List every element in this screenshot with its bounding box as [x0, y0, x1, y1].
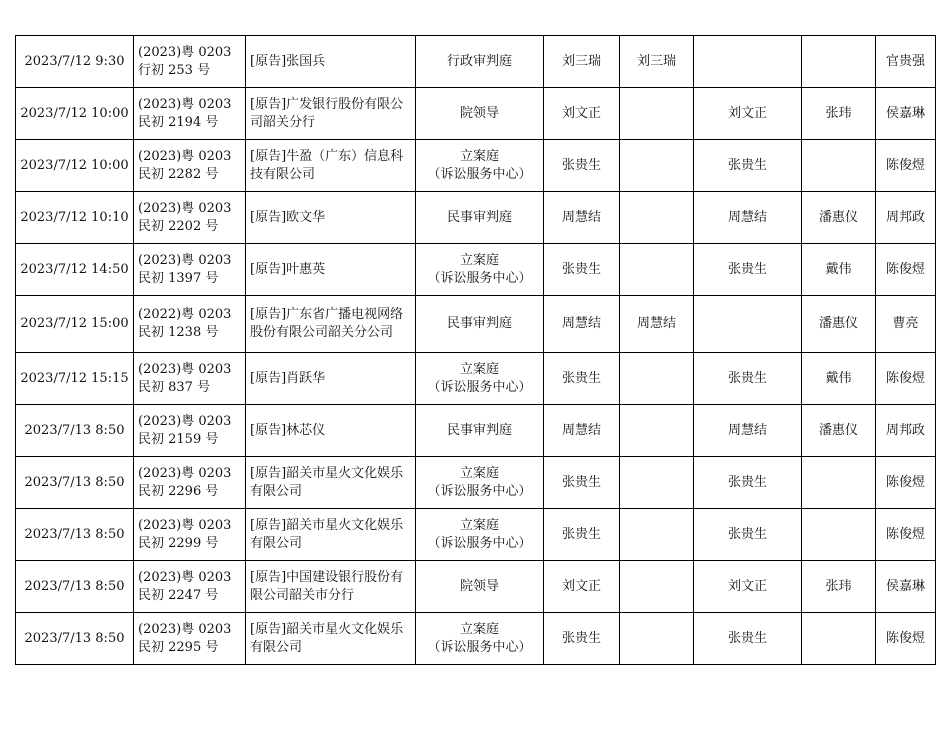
person-cell-8 — [802, 457, 876, 509]
person-cell-6: 周慧结 — [620, 296, 694, 353]
case-number-cell — [134, 88, 246, 140]
person-cell-5: 周慧结 — [544, 296, 620, 353]
department-line: 立案庭 — [459, 517, 499, 533]
case-number-line: (2023)粤 0203 — [138, 148, 232, 164]
case-number-line: (2023)粤 0203 — [138, 621, 232, 637]
case-number-line: 民初 2282 号 — [138, 166, 219, 182]
case-number-line: 民初 2295 号 — [138, 639, 219, 655]
person-cell-7 — [694, 36, 802, 88]
case-number-line: 民初 2247 号 — [138, 587, 219, 603]
department-cell — [416, 457, 544, 509]
department-line: （诉讼服务中心） — [427, 639, 532, 655]
department-line: 立案庭 — [459, 465, 499, 481]
department-line: 民事审判庭 — [446, 209, 512, 225]
table-row — [16, 140, 936, 192]
table-row — [16, 561, 936, 613]
party-cell: [原告]叶惠英 — [246, 244, 416, 296]
table-row — [16, 353, 936, 405]
person-cell-8: 潘惠仪 — [802, 405, 876, 457]
person-cell-8: 潘惠仪 — [802, 296, 876, 353]
hearing-time-cell: 2023/7/12 15:15 — [16, 353, 134, 405]
hearing-time-cell: 2023/7/12 10:00 — [16, 88, 134, 140]
case-number-line: 民初 837 号 — [138, 379, 211, 395]
case-number-line: 民初 2159 号 — [138, 431, 219, 447]
case-number-line: (2023)粤 0203 — [138, 517, 232, 533]
case-number-line: 民初 2202 号 — [138, 218, 219, 234]
department-cell — [416, 405, 544, 457]
person-cell-6 — [620, 457, 694, 509]
person-cell-7: 张贵生 — [694, 457, 802, 509]
case-number-line: (2023)粤 0203 — [138, 465, 232, 481]
hearing-time-cell: 2023/7/13 8:50 — [16, 561, 134, 613]
case-number-line: (2023)粤 0203 — [138, 252, 232, 268]
person-cell-8: 戴伟 — [802, 244, 876, 296]
party-cell: [原告]中国建设银行股份有限公司韶关市分行 — [246, 561, 416, 613]
hearing-time-cell: 2023/7/13 8:50 — [16, 509, 134, 561]
case-number-line: (2023)粤 0203 — [138, 96, 232, 112]
department-line: 民事审判庭 — [446, 422, 512, 438]
table-row — [16, 88, 936, 140]
case-number-line: (2023)粤 0203 — [138, 569, 232, 585]
department-line: 立案庭 — [459, 621, 499, 637]
person-cell-9: 官贵强 — [876, 36, 936, 88]
department-cell — [416, 561, 544, 613]
person-cell-7: 张贵生 — [694, 509, 802, 561]
department-cell — [416, 509, 544, 561]
case-number-line: 民初 2296 号 — [138, 483, 219, 499]
person-cell-6 — [620, 561, 694, 613]
person-cell-8: 张玮 — [802, 88, 876, 140]
department-line: 立案庭 — [459, 148, 499, 164]
department-line: （诉讼服务中心） — [427, 535, 532, 551]
department-cell — [416, 88, 544, 140]
department-line: 院领导 — [459, 105, 499, 121]
person-cell-9: 陈俊煜 — [876, 140, 936, 192]
person-cell-6 — [620, 613, 694, 665]
case-number-line: 民初 1238 号 — [138, 325, 219, 340]
case-number-line: 民初 1397 号 — [138, 270, 219, 286]
person-cell-9: 侯嘉琳 — [876, 561, 936, 613]
person-cell-7: 刘文正 — [694, 561, 802, 613]
hearing-time-cell: 2023/7/13 8:50 — [16, 457, 134, 509]
person-cell-9: 周邦政 — [876, 192, 936, 244]
department-cell — [416, 353, 544, 405]
case-number-cell — [134, 296, 246, 353]
party-cell: [原告]肖跃华 — [246, 353, 416, 405]
department-line: （诉讼服务中心） — [427, 270, 532, 286]
party-cell: [原告]林芯仪 — [246, 405, 416, 457]
person-cell-7 — [694, 296, 802, 353]
person-cell-8 — [802, 613, 876, 665]
person-cell-6 — [620, 405, 694, 457]
party-cell: [原告]韶关市星火文化娱乐有限公司 — [246, 509, 416, 561]
party-cell: [原告]广东省广播电视网络股份有限公司韶关分公司 — [246, 296, 416, 353]
person-cell-5: 张贵生 — [544, 244, 620, 296]
party-cell: [原告]广发银行股份有限公司韶关分行 — [246, 88, 416, 140]
person-cell-8: 张玮 — [802, 561, 876, 613]
person-cell-7: 张贵生 — [694, 244, 802, 296]
department-cell — [416, 613, 544, 665]
person-cell-9: 陈俊煜 — [876, 353, 936, 405]
person-cell-7: 周慧结 — [694, 405, 802, 457]
case-number-line: (2022)粤 0203 — [138, 307, 232, 322]
table-row — [16, 192, 936, 244]
department-line: 院领导 — [459, 578, 499, 594]
table-row — [16, 405, 936, 457]
case-number-cell — [134, 457, 246, 509]
department-cell — [416, 296, 544, 353]
person-cell-6 — [620, 353, 694, 405]
case-number-cell — [134, 244, 246, 296]
department-line: （诉讼服务中心） — [427, 379, 532, 395]
party-cell: [原告]欧文华 — [246, 192, 416, 244]
case-number-cell — [134, 353, 246, 405]
department-line: 立案庭 — [459, 252, 499, 268]
person-cell-8 — [802, 509, 876, 561]
department-line: （诉讼服务中心） — [427, 483, 532, 499]
person-cell-6 — [620, 192, 694, 244]
party-cell: [原告]韶关市星火文化娱乐有限公司 — [246, 613, 416, 665]
hearing-time-cell: 2023/7/12 14:50 — [16, 244, 134, 296]
department-line: 民事审判庭 — [446, 316, 512, 331]
case-number-cell — [134, 405, 246, 457]
person-cell-8: 潘惠仪 — [802, 192, 876, 244]
party-cell: [原告]牛盈（广东）信息科技有限公司 — [246, 140, 416, 192]
case-number-line: (2023)粤 0203 — [138, 413, 232, 429]
person-cell-5: 张贵生 — [544, 509, 620, 561]
person-cell-6 — [620, 140, 694, 192]
person-cell-7: 张贵生 — [694, 140, 802, 192]
case-number-cell — [134, 36, 246, 88]
person-cell-5: 张贵生 — [544, 613, 620, 665]
person-cell-5: 张贵生 — [544, 140, 620, 192]
table-row — [16, 244, 936, 296]
person-cell-6 — [620, 88, 694, 140]
hearing-time-cell: 2023/7/12 10:10 — [16, 192, 134, 244]
person-cell-8: 戴伟 — [802, 353, 876, 405]
person-cell-5: 周慧结 — [544, 192, 620, 244]
person-cell-5: 张贵生 — [544, 457, 620, 509]
person-cell-5: 刘文正 — [544, 88, 620, 140]
hearing-schedule-table — [15, 35, 936, 665]
case-number-line: (2023)粤 0203 — [138, 361, 232, 377]
case-number-cell — [134, 561, 246, 613]
person-cell-5: 周慧结 — [544, 405, 620, 457]
department-cell — [416, 244, 544, 296]
party-cell: [原告]韶关市星火文化娱乐有限公司 — [246, 457, 416, 509]
department-cell — [416, 192, 544, 244]
person-cell-6: 刘三瑞 — [620, 36, 694, 88]
table-row — [16, 613, 936, 665]
person-cell-5: 刘文正 — [544, 561, 620, 613]
case-number-cell — [134, 140, 246, 192]
person-cell-5: 张贵生 — [544, 353, 620, 405]
case-number-line: (2023)粤 0203 — [138, 44, 232, 60]
department-cell — [416, 36, 544, 88]
person-cell-5: 刘三瑞 — [544, 36, 620, 88]
person-cell-9: 陈俊煜 — [876, 457, 936, 509]
table-row — [16, 36, 936, 88]
person-cell-9: 侯嘉琳 — [876, 88, 936, 140]
person-cell-6 — [620, 244, 694, 296]
person-cell-8 — [802, 140, 876, 192]
person-cell-9: 周邦政 — [876, 405, 936, 457]
case-number-line: (2023)粤 0203 — [138, 200, 232, 216]
person-cell-9: 陈俊煜 — [876, 613, 936, 665]
case-number-cell — [134, 509, 246, 561]
person-cell-7: 刘文正 — [694, 88, 802, 140]
department-line: （诉讼服务中心） — [427, 166, 532, 182]
case-number-line: 民初 2299 号 — [138, 535, 219, 551]
hearing-time-cell: 2023/7/12 9:30 — [16, 36, 134, 88]
table-row — [16, 296, 936, 353]
hearing-time-cell: 2023/7/12 15:00 — [16, 296, 134, 353]
case-number-cell — [134, 613, 246, 665]
case-number-cell — [134, 192, 246, 244]
party-cell: [原告]张国兵 — [246, 36, 416, 88]
department-line: 立案庭 — [459, 361, 499, 377]
hearing-time-cell: 2023/7/12 10:00 — [16, 140, 134, 192]
department-line: 行政审判庭 — [446, 53, 512, 69]
case-number-line: 行初 253 号 — [138, 62, 211, 78]
table-row — [16, 457, 936, 509]
person-cell-9: 陈俊煜 — [876, 509, 936, 561]
person-cell-7: 周慧结 — [694, 192, 802, 244]
person-cell-9: 陈俊煜 — [876, 244, 936, 296]
table-row — [16, 509, 936, 561]
case-number-line: 民初 2194 号 — [138, 114, 219, 130]
person-cell-8 — [802, 36, 876, 88]
hearing-time-cell: 2023/7/13 8:50 — [16, 613, 134, 665]
person-cell-6 — [620, 509, 694, 561]
person-cell-9: 曹亮 — [876, 296, 936, 353]
hearing-time-cell: 2023/7/13 8:50 — [16, 405, 134, 457]
person-cell-7: 张贵生 — [694, 353, 802, 405]
department-cell — [416, 140, 544, 192]
person-cell-7: 张贵生 — [694, 613, 802, 665]
